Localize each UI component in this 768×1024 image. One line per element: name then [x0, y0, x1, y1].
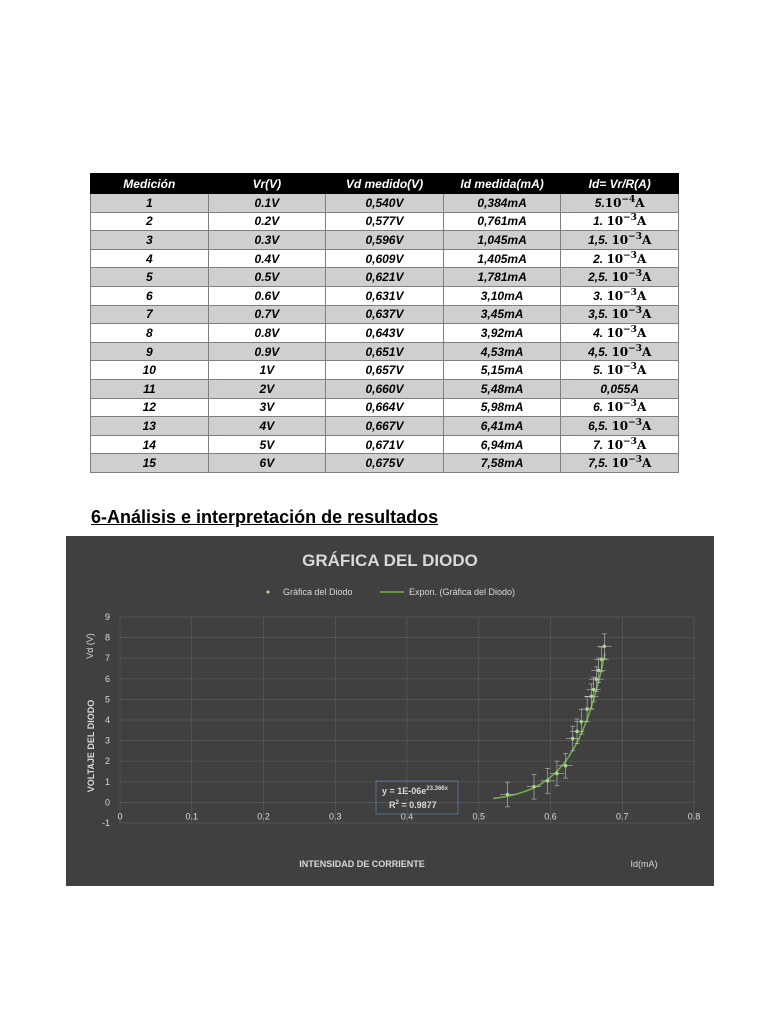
table-row — [91, 268, 679, 287]
id-calc-prefix: 5. — [593, 363, 607, 378]
cell-id-calc — [561, 231, 679, 250]
cell-medicion: 8 — [91, 324, 209, 343]
legend-label-trend: Expon. (Gráfica del Diodo) — [409, 587, 516, 597]
cell-medicion: 4 — [91, 249, 209, 268]
col-header-id: Id medida(mA) — [443, 174, 561, 194]
id-calc-exp: −3 — [628, 306, 642, 317]
id-calc-exp: −3 — [628, 417, 642, 428]
cell-id: 6,94mA — [443, 435, 561, 454]
y-tick-label: 7 — [104, 653, 110, 664]
id-calc-unit: A — [641, 456, 652, 471]
cell-medicion: 3 — [91, 231, 209, 250]
x-axis-label: INTENSIDAD DE CORRIENTE — [299, 859, 425, 869]
cell-medicion: 9 — [91, 342, 209, 361]
id-calc-base: 10 — [611, 456, 629, 471]
id-calc-base: 10 — [611, 270, 629, 285]
cell-id: 3,45mA — [443, 305, 561, 324]
cell-vd: 0,657V — [326, 361, 444, 380]
data-point — [590, 695, 594, 699]
id-calc-exp: −3 — [628, 343, 642, 354]
data-point — [595, 677, 599, 681]
chart-legend — [266, 587, 515, 597]
id-calc-unit: A — [641, 307, 652, 322]
cell-id: 3,10mA — [443, 286, 561, 305]
id-calc-exp: −3 — [623, 399, 637, 410]
id-calc-prefix: 5. — [594, 195, 605, 210]
cell-vd: 0,667V — [326, 417, 444, 436]
cell-medicion: 7 — [91, 305, 209, 324]
cell-vd: 0,631V — [326, 286, 444, 305]
y-tick-labels — [102, 612, 110, 828]
data-point — [603, 644, 607, 648]
x-tick-label: 0.1 — [185, 811, 199, 822]
data-point — [555, 772, 559, 776]
table-row — [91, 231, 679, 250]
cell-vd: 0,660V — [326, 379, 444, 398]
cell-vd: 0,577V — [326, 212, 444, 231]
cell-vr: 5V — [208, 435, 326, 454]
cell-vr: 0.9V — [208, 342, 326, 361]
cell-id: 7,58mA — [443, 454, 561, 473]
y-tick-label: 4 — [104, 715, 110, 725]
cell-id: 5,15mA — [443, 361, 561, 380]
data-point — [571, 737, 575, 741]
table-row — [91, 417, 679, 436]
data-point — [592, 688, 596, 692]
id-calc-exp: −4 — [621, 194, 636, 205]
id-calc-prefix: 1. — [593, 214, 607, 229]
cell-vd: 0,671V — [326, 435, 444, 454]
data-point — [564, 764, 568, 768]
data-point — [585, 707, 589, 711]
y-tick-label: 3 — [104, 735, 110, 746]
cell-vr: 6V — [208, 454, 326, 473]
cell-vr: 1V — [208, 361, 326, 380]
cell-id-calc — [561, 268, 679, 287]
id-calc-exp: −3 — [623, 324, 637, 335]
col-header-vd: Vd medido(V) — [326, 174, 444, 194]
col-header-id-calc: Id= Vr/R(A) — [561, 174, 679, 194]
data-point — [597, 669, 601, 673]
cell-vr: 0.5V — [208, 268, 326, 287]
table-row — [91, 305, 679, 324]
error-bars — [500, 634, 611, 807]
y-tick-label: 0 — [104, 797, 110, 808]
cell-id-calc — [561, 417, 679, 436]
y-tick-label: 9 — [104, 612, 110, 622]
id-calc-prefix: 6. — [593, 400, 607, 415]
cell-vr: 0.6V — [208, 286, 326, 305]
cell-vd: 0,637V — [326, 305, 444, 324]
data-point — [575, 730, 579, 734]
x-axis-unit: Id(mA) — [630, 859, 658, 869]
id-calc-unit: A — [636, 363, 647, 378]
cell-vr: 0.7V — [208, 305, 326, 324]
cell-id: 6,41mA — [443, 417, 561, 436]
data-point — [506, 793, 510, 797]
id-calc-base: 10 — [611, 418, 629, 433]
cell-vd: 0,675V — [326, 454, 444, 473]
id-calc-exp: −3 — [623, 436, 637, 447]
cell-medicion: 6 — [91, 286, 209, 305]
id-calc-prefix: 6,5. — [588, 418, 612, 433]
cell-id: 0,384mA — [443, 194, 561, 213]
trendline-equation-box — [376, 781, 458, 814]
id-calc-unit: A — [636, 288, 647, 303]
table-row — [91, 212, 679, 231]
y-tick-label: 5 — [104, 694, 110, 705]
id-calc-exp: −3 — [628, 455, 642, 466]
cell-id-calc — [561, 342, 679, 361]
cell-medicion: 14 — [91, 435, 209, 454]
data-point — [532, 785, 536, 789]
id-calc-unit: A — [636, 214, 647, 229]
cell-id-calc — [561, 398, 679, 417]
legend-label-series: Gráfica del Diodo — [283, 587, 353, 597]
col-header-medicion: Medición — [91, 174, 209, 194]
x-tick-labels — [117, 811, 700, 821]
table-row — [91, 342, 679, 361]
id-calc-exp: −3 — [623, 250, 637, 261]
cell-vd: 0,651V — [326, 342, 444, 361]
cell-vr: 3V — [208, 398, 326, 417]
chart-title: GRÁFICA DEL DIODO — [302, 551, 478, 570]
id-calc-base: 10 — [606, 400, 624, 415]
table-row — [91, 435, 679, 454]
cell-vr: 0.8V — [208, 324, 326, 343]
id-calc-unit: A — [636, 437, 647, 452]
id-calc-base: 10 — [611, 307, 629, 322]
table-row — [91, 361, 679, 380]
cell-id: 4,53mA — [443, 342, 561, 361]
x-tick-label: 0.5 — [472, 811, 486, 822]
cell-id-calc — [561, 194, 679, 213]
id-calc-prefix: 1,5. — [588, 232, 612, 247]
trendline-r-squared: $R^2 = 0.9877$ — [389, 800, 437, 810]
id-calc-unit: A — [636, 400, 647, 415]
table-header-row — [91, 174, 679, 194]
y-tick-label: 2 — [104, 756, 110, 767]
y-tick-label: 6 — [104, 673, 110, 684]
cell-id: 1,781mA — [443, 268, 561, 287]
cell-id: 0,761mA — [443, 212, 561, 231]
id-calc-base: 10 — [606, 437, 624, 452]
id-calc-unit: A — [635, 195, 645, 210]
id-calc-unit: A — [641, 232, 652, 247]
table-row — [91, 194, 679, 213]
id-calc-prefix: 2,5. — [588, 270, 612, 285]
x-tick-label: 0.8 — [687, 811, 701, 822]
cell-id-calc — [561, 361, 679, 380]
y-tick-label: 8 — [104, 632, 110, 643]
id-calc-exp: −3 — [623, 362, 637, 373]
data-points — [506, 644, 606, 796]
cell-id-calc — [561, 305, 679, 324]
trendline-equation: $y = 1E-06e^{23.366x}$ — [382, 786, 448, 796]
cell-vr: 0.3V — [208, 231, 326, 250]
cell-vr: 2V — [208, 379, 326, 398]
id-calc-exp: −3 — [628, 269, 642, 280]
y-tick-label: -1 — [101, 818, 110, 828]
cell-vr: 0.4V — [208, 249, 326, 268]
cell-vd: 0,609V — [326, 249, 444, 268]
cell-id: 1,405mA — [443, 249, 561, 268]
trendline-curve — [493, 653, 605, 798]
y-axis-label: VOLTAJE DEL DIODO — [86, 699, 96, 793]
id-calc-prefix: 2. — [593, 251, 607, 266]
y-axis-unit: Vd (V) — [85, 633, 95, 659]
cell-vd: 0,664V — [326, 398, 444, 417]
id-calc-base: 10 — [611, 232, 629, 247]
id-calc-prefix: 4. — [593, 325, 607, 340]
x-tick-label: 0.7 — [615, 811, 629, 822]
cell-vr: 0.2V — [208, 212, 326, 231]
cell-id-calc — [561, 212, 679, 231]
cell-medicion: 13 — [91, 417, 209, 436]
data-point — [600, 658, 604, 662]
cell-id-calc — [561, 435, 679, 454]
cell-vd: 0,596V — [326, 231, 444, 250]
id-calc-base: 10 — [604, 195, 622, 210]
id-calc-unit: A — [636, 251, 647, 266]
data-point — [546, 779, 550, 783]
id-calc-exp: −3 — [623, 213, 637, 224]
cell-medicion: 10 — [91, 361, 209, 380]
x-tick-label: 0 — [117, 811, 123, 822]
cell-id: 5,98mA — [443, 398, 561, 417]
id-calc-base: 10 — [606, 214, 624, 229]
legend-marker-series — [266, 590, 269, 593]
id-calc-unit: A — [641, 344, 652, 359]
cell-id-calc — [561, 324, 679, 343]
id-calc-unit: A — [636, 325, 647, 340]
x-tick-label: 0.6 — [544, 811, 557, 822]
id-calc-prefix: 7,5. — [588, 456, 612, 471]
id-calc-unit: A — [641, 418, 652, 433]
chart-canvas — [66, 536, 714, 886]
table-row — [91, 454, 679, 473]
cell-medicion: 15 — [91, 454, 209, 473]
cell-medicion: 11 — [91, 379, 209, 398]
section-heading: 6-Análisis e interpretación de resultados — [91, 507, 439, 527]
id-calc-prefix: 4,5. — [588, 344, 612, 359]
id-calc-prefix: 3. — [593, 288, 607, 303]
cell-id-calc — [561, 454, 679, 473]
id-calc-base: 10 — [606, 288, 624, 303]
cell-id-calc — [561, 249, 679, 268]
x-tick-label: 0.4 — [400, 811, 414, 822]
id-calc-unit: A — [641, 270, 652, 285]
table-row — [91, 398, 679, 417]
measurements-table — [90, 173, 679, 473]
x-tick-label: 0.2 — [257, 811, 270, 822]
table-row — [91, 379, 679, 398]
cell-medicion: 1 — [91, 194, 209, 213]
id-calc-exp: −3 — [623, 287, 637, 298]
cell-vd: 0,621V — [326, 268, 444, 287]
cell-id: 5,48mA — [443, 379, 561, 398]
cell-medicion: 2 — [91, 212, 209, 231]
cell-id: 3,92mA — [443, 324, 561, 343]
col-header-vr: Vr(V) — [208, 174, 326, 194]
cell-id: 1,045mA — [443, 231, 561, 250]
table-row — [91, 249, 679, 268]
id-calc-base: 10 — [606, 363, 624, 378]
id-calc-base: 10 — [606, 251, 624, 266]
cell-vr: 4V — [208, 417, 326, 436]
cell-id-calc — [561, 286, 679, 305]
x-tick-label: 0.3 — [328, 811, 342, 822]
diode-chart — [66, 536, 714, 886]
id-calc-base: 10 — [606, 325, 624, 340]
id-calc-prefix: 7. — [593, 437, 607, 452]
id-calc-exp: −3 — [628, 231, 642, 242]
cell-medicion: 12 — [91, 398, 209, 417]
y-tick-label: 1 — [104, 776, 110, 787]
cell-vr: 0.1V — [208, 194, 326, 213]
cell-vd: 0,643V — [326, 324, 444, 343]
table-row — [91, 324, 679, 343]
cell-id-calc: 0,055A — [561, 379, 679, 398]
data-point — [580, 720, 584, 724]
cell-medicion: 5 — [91, 268, 209, 287]
cell-vd: 0,540V — [326, 194, 444, 213]
id-calc-prefix: 3,5. — [588, 307, 612, 322]
table-row — [91, 286, 679, 305]
id-calc-base: 10 — [611, 344, 629, 359]
